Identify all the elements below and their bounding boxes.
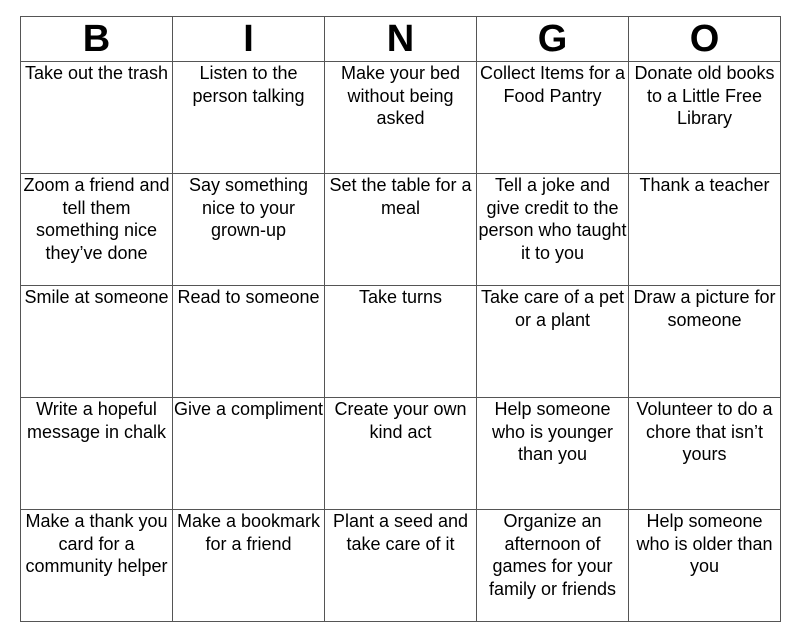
cell-text: Donate old books to a Little Free Library xyxy=(634,63,775,128)
cell-text: Plant a seed and take care of it xyxy=(332,511,469,554)
bingo-cell xyxy=(477,174,629,286)
bingo-cell xyxy=(21,286,173,398)
cell-text: Help someone who is younger than you xyxy=(491,399,614,464)
cell-text: Write a hopeful message in chalk xyxy=(26,399,167,442)
cell-text: Help someone who is older than you xyxy=(636,511,773,576)
cell-text: Say something nice to your grown-up xyxy=(188,175,309,240)
bingo-cell xyxy=(21,62,173,174)
bingo-card xyxy=(20,16,781,622)
cell-text: Zoom a friend and tell them something nice they’ve done xyxy=(23,175,170,263)
cell-text: Give a compliment xyxy=(173,399,324,419)
bingo-cell xyxy=(325,174,477,286)
bingo-cell xyxy=(173,62,325,174)
bingo-cell xyxy=(21,510,173,622)
bingo-cell xyxy=(477,510,629,622)
cell-text: Collect Items for a Food Pantry xyxy=(479,63,626,106)
cell-text: Make your bed without being asked xyxy=(340,63,461,128)
cell-text: Take care of a pet or a plant xyxy=(480,287,625,330)
cell-text: Tell a joke and give credit to the person who taught it to you xyxy=(478,175,627,263)
bingo-cell xyxy=(325,510,477,622)
bingo-cell xyxy=(173,286,325,398)
bingo-row-4 xyxy=(21,398,781,510)
cell-text: Create your own kind act xyxy=(334,399,467,442)
bingo-cell xyxy=(629,62,781,174)
bingo-row-5 xyxy=(21,510,781,622)
cell-text: Organize an afternoon of games for your family or friends xyxy=(488,511,617,599)
bingo-cell xyxy=(325,62,477,174)
bingo-cell xyxy=(21,398,173,510)
header-letter-o: O xyxy=(629,17,781,62)
bingo-row-3 xyxy=(21,286,781,398)
cell-text: Volunteer to do a chore that isn’t yours xyxy=(636,399,773,464)
header-letter-i: I xyxy=(173,17,325,62)
cell-text: Thank a teacher xyxy=(639,175,770,195)
cell-text: Smile at someone xyxy=(24,287,169,307)
cell-text: Listen to the person talking xyxy=(192,63,305,106)
bingo-cell xyxy=(477,286,629,398)
bingo-cell xyxy=(629,398,781,510)
bingo-cell xyxy=(325,286,477,398)
bingo-cell xyxy=(173,174,325,286)
bingo-cell xyxy=(629,174,781,286)
bingo-cell xyxy=(173,398,325,510)
bingo-row-1 xyxy=(21,62,781,174)
cell-text: Make a thank you card for a community helper xyxy=(25,511,168,576)
cell-text: Take out the trash xyxy=(24,63,169,83)
header-letter-g: G xyxy=(477,17,629,62)
bingo-cell xyxy=(173,510,325,622)
cell-text: Make a bookmark for a friend xyxy=(176,511,321,554)
bingo-row-2 xyxy=(21,174,781,286)
cell-text: Read to someone xyxy=(177,287,320,307)
cell-text: Take turns xyxy=(358,287,443,307)
bingo-cell xyxy=(21,174,173,286)
bingo-cell xyxy=(325,398,477,510)
bingo-cell xyxy=(477,398,629,510)
header-letter-n: N xyxy=(325,17,477,62)
bingo-cell xyxy=(629,510,781,622)
header-row xyxy=(21,17,781,62)
cell-text: Draw a picture for someone xyxy=(633,287,776,330)
bingo-cell xyxy=(629,286,781,398)
bingo-cell xyxy=(477,62,629,174)
header-letter-b: B xyxy=(21,17,173,62)
cell-text: Set the table for a meal xyxy=(329,175,472,218)
